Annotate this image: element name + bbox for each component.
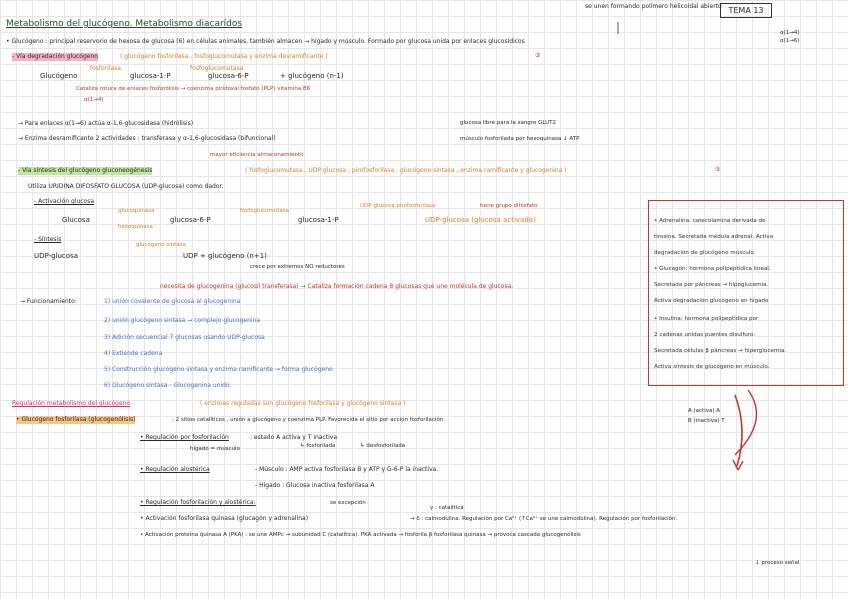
box-line-2: tirosina. Secretada médula adrenal. Activa — [654, 234, 774, 240]
synthesis-heading: - Vía síntesis del glucógeno gluconeogénesis — [18, 167, 153, 174]
regulation-subtitle: ( enzimas reguladas son glucógeno fosforilasa y glucógeno sintasa ) — [200, 400, 406, 407]
free-glucose: glucosa libre para la sangre GLUT2 — [460, 120, 557, 126]
reg-fosf-detail: : estado A activa y T inactiva — [250, 434, 338, 441]
sintesis-heading: - Síntesis — [34, 236, 62, 243]
grupo-difosfato: tiene grupo difosfato — [480, 203, 538, 209]
eq-g1p: glucosa-1-P — [130, 72, 171, 80]
glucogenina-note: necesita de glucogenina (glucosil transferasa) → Cataliza formación cadena 8 glucosas que une molécula de glucosa. — [160, 283, 514, 290]
gamma-catalitica: γ : catalítica — [430, 505, 464, 511]
arrow-label-fosforilasa: fosforilasa — [90, 65, 121, 72]
reg-alost: • Regulación alostérica — [140, 466, 210, 473]
big-red-arrow — [735, 395, 742, 466]
arrow-label-mutasa: fosfoglucomutasa — [190, 65, 244, 72]
synthesis-num: ⑤ — [715, 166, 721, 173]
calmodulina-note: → δ : calmodulina. Regulación por Ca²⁺ (↑Ca²⁺ se une calmodulina). Regulación por fosforilación. — [410, 516, 678, 522]
step-1: 1) unión covalente de glucosa al glucogenina — [104, 298, 241, 305]
alpha16-note: → Para enlaces α(1→6) actúa α-1,6-glucosidasa (hidrólisis) — [18, 120, 194, 127]
reg-fosf: • Regulación por fosforilación — [140, 434, 229, 441]
enz-udp-pirofosforilasa: UDP-glucosa pirofosforilasa — [360, 203, 436, 209]
arrowhead — [733, 460, 743, 470]
act-g1p: glucosa-1-P — [298, 216, 339, 224]
step-6: 6) Glucógeno sintasa - Glucogenina unido. — [104, 382, 232, 389]
box-line-7: • Insulina: hormona polipeptídica por — [654, 316, 759, 322]
musculo-note: - Músculo : AMP activa fosforilasa B y ATP y G-6-P la inactiva. — [255, 466, 439, 473]
udp-need: Utiliza URIDINA DIFOSFATO GLUCOSA (UDP-glucosa) como dador. — [28, 183, 224, 190]
cofactor-note: Cataliza rotura de enlaces fosforólisis → coenzima piridoxal fosfato (PLP) vitamina B6 — [76, 86, 311, 92]
excepcion: se excepción — [330, 500, 366, 506]
hormone-box — [648, 200, 844, 386]
degradation-enzymes: ( glucógeno fosforilasa , fosfoglucomutasa y enzima desramificante ) — [120, 53, 328, 60]
enz-fosfoglucomutasa: fosfoglucomutasa — [240, 208, 289, 214]
synthesis-enzymes: ( fosfoglucomutasa , UDP-glucosa , pirofosforilasa , glucógeno sintasa , enzima ramificante y glucogenina ) — [245, 167, 567, 174]
enz-hexoquinasa: hexoquinasa — [118, 224, 153, 230]
funcionamiento-label: → Funcionamiento: — [20, 298, 77, 305]
box-line-3: degradación de glucógeno músculo. — [654, 250, 756, 256]
state-b: B (inactiva) T — [688, 418, 725, 424]
syn-udp: UDP-glucosa — [34, 252, 78, 260]
higado-note: - Hígado : Glucosa inactiva fosforilasa A — [255, 482, 375, 489]
bond-note: α(1→4) — [84, 97, 104, 103]
reg-fosf-sub2: ↳ desfosforilada — [360, 443, 406, 449]
act-g6p: glucosa-6-P — [170, 216, 211, 224]
step-2: 2) unión glucógeno sintasa → complejo glucogenina — [104, 317, 261, 324]
reg-fos-alo: • Regulación fosforilación y alostérica: — [140, 499, 256, 506]
bond-a14: α(1→4) — [780, 30, 800, 36]
pka-note: • Activación proteína quinasa A (PKA) : se une AMPc → subunidad C (catalítica). PKA activada → fosforila β fosforilasa quinasa → provoca cascada glucogenólisis — [140, 532, 581, 538]
eq-glucogeno: Glucógeno — [40, 72, 78, 80]
box-line-9: Secretada células β páncreas → hiperglucemia. — [654, 348, 787, 354]
page-title: Metabolismo del glucógeno. Metabolismo diacarídos — [6, 19, 243, 29]
muscle-note: músculo fosforilada por hexoquinasa ↓ ATP — [460, 136, 580, 142]
bond-a16: α(1→6) — [780, 38, 800, 44]
activ-quinasa: • Activación fosforilasa quinasa (glucagón y adrenalina) — [140, 515, 309, 522]
reg-fosf-sub1: ↳ fosforilada — [300, 443, 336, 449]
act-glucosa: Glucosa — [62, 216, 90, 224]
state-a: A (activa) A — [688, 408, 721, 414]
box-line-5: Secretada por páncreas → hipoglucemia. — [654, 282, 769, 288]
step-4: 4) Extiende cadena — [104, 350, 163, 357]
fosforilasa-note: : 2 sitios catalíticos , unión a glucógeno y coenzima PLP. Favorecida el sitio por acción fosforilación. — [172, 417, 446, 423]
regulation-title: Regulación metabolismo del glucógeno — [12, 400, 131, 407]
syn-enzyme: glucógeno sintasa — [136, 242, 187, 248]
intro-line: • Glucógeno : principal reservorio de hexosa de glucosa (6) en células animales, también almacen → hígado y músculo. Formado por glucosa unida por enlaces glucosídicos — [6, 38, 525, 45]
header-note: se unen formando polímero helicoidal abierto — [585, 3, 722, 10]
syn-note: crece por extremos NO reductores — [250, 264, 345, 270]
step-3: 3) Adición secuencial 7 glucosas usando UDP-glucosa — [104, 334, 265, 341]
box-line-1: • Adrenalina: catecolamina derivada de — [654, 218, 766, 224]
act-udp: UDP-glucosa (glucosa activada) — [425, 216, 536, 224]
box-line-6: Activa degradación glucógeno en hígado — [654, 298, 769, 304]
tema-label: TEMA 13 — [720, 3, 772, 18]
box-line-8: 2 cadenas unidas puentes disulfuro. — [654, 332, 756, 338]
fosforilasa-heading: • Glucógeno fosforilasa (glucogenólisis) — [16, 416, 136, 423]
syn-result: UDP + glucógeno (n+1) — [183, 252, 267, 260]
degradation-heading: - Vía degradación glucógeno — [12, 53, 98, 60]
eq-g6p: glucosa-6-P — [208, 72, 249, 80]
enzyme-desr: → Enzima desramificante 2 actividades : transferasa y α-1,6-glucosidasa (bifuncional) — [18, 135, 276, 142]
activacion-heading: - Activación glucosa — [34, 198, 95, 205]
degradation-num: ③ — [535, 52, 541, 59]
proceso-senal: ↓ proceso señal — [755, 560, 800, 566]
box-line-10: Activa síntesis de glucógeno en músculo. — [654, 364, 770, 370]
box-line-4: • Glucagón: hormona polipeptídica lineal. — [654, 266, 771, 272]
mayor-eficiencia: mayor eficiencia almacenamiento — [210, 152, 304, 158]
eq-result: + glucógeno (n-1) — [280, 72, 344, 80]
curved-arrow — [735, 390, 756, 455]
reg-fosf-site: hígado = músculo — [190, 446, 240, 452]
step-5: 5) Construcción glucógeno sintasa y enzima ramificante → forma glucógeno — [104, 366, 333, 373]
enz-glucoquinasa: glucoquinasa — [118, 208, 155, 214]
